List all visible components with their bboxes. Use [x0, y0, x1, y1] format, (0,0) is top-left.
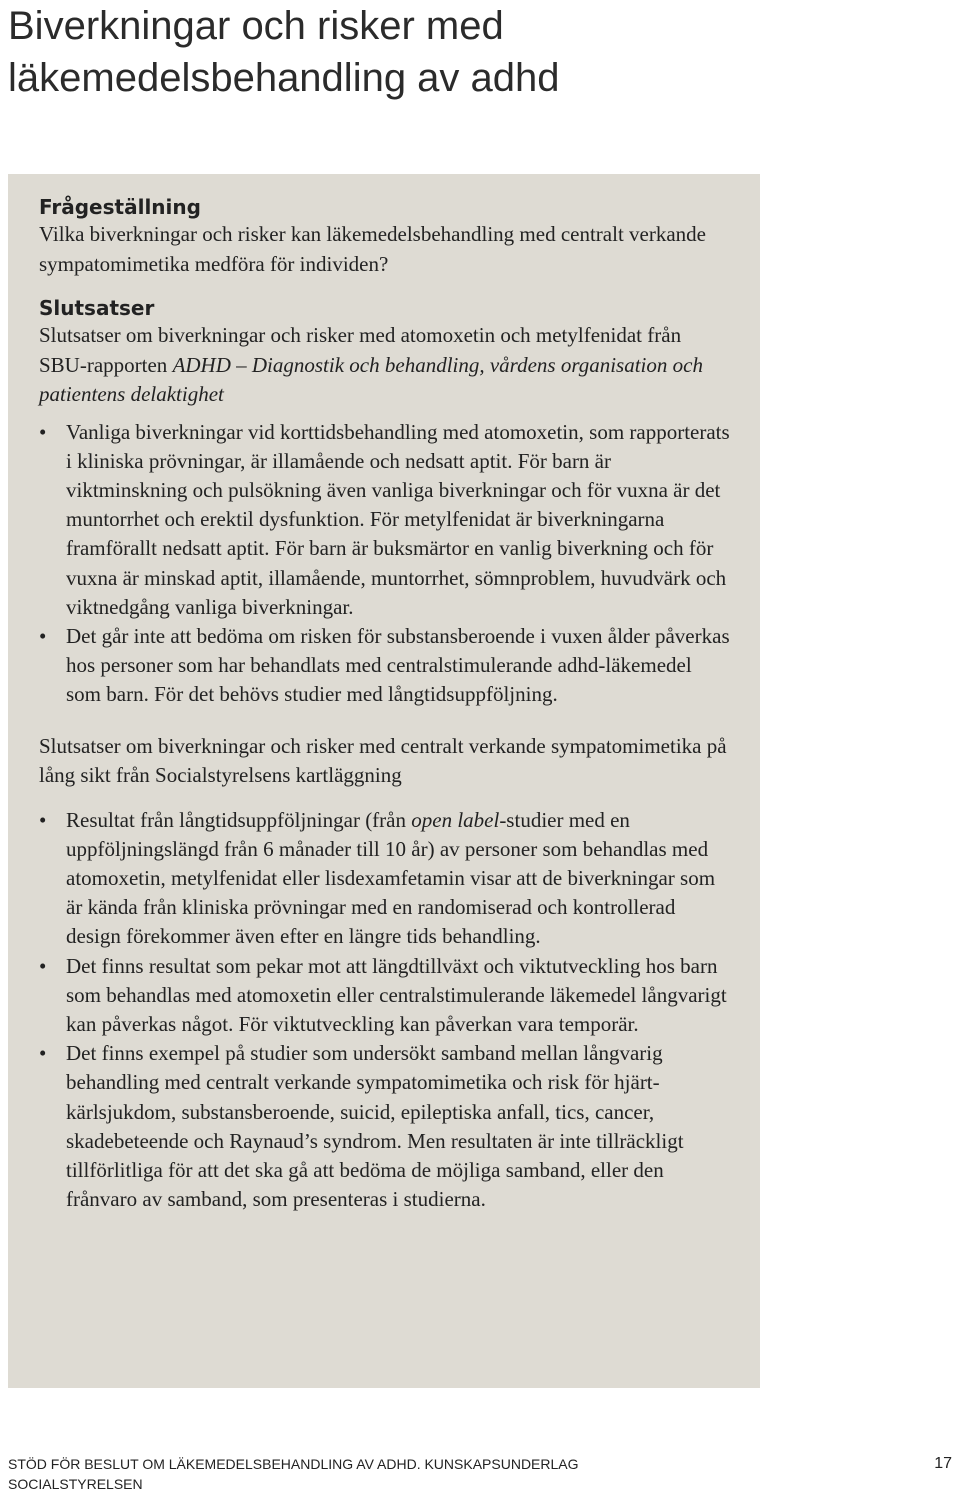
list-item: [39, 418, 730, 622]
page-footer: [8, 1454, 952, 1494]
list-item-text-cont: -studier med en uppföljningslängd från 6 månader till 10 år) av personer som behandlas med atomoxetin, metylfenidat eller lisdexamfetamin visar att de biverkningar som är kända från kliniska prövningar med en randomiserad och kontrollerad design förekommer även efter en längre tids behandling.: [66, 807, 716, 949]
list-item: [39, 952, 730, 1040]
bullet-icon: •: [39, 419, 47, 444]
list-item: [39, 622, 730, 710]
bullet-icon: •: [39, 953, 47, 978]
list-item-text: Det finns exempel på studier som undersökt samband mellan långvarig behandling med centralt verkande sympatomimetika och risk för hjärt-kärlsjukdom, substansberoende, suicid, epileptiska anfall, tics, cancer, skadebeteende och Raynaud’s syndrom. Men resultaten är inte tillräckligt tillförlitliga för att det ska gå att bedöma de möjliga samband, eller den frånvaro av samband, som presenteras i studierna.: [66, 1041, 684, 1212]
bullet-icon: •: [39, 807, 47, 832]
list-item-text: Det finns resultat som pekar mot att längdtillväxt och viktutveckling hos barn som behandlas med atomoxetin eller centralstimulerande läkemedel långvarigt kan påverkas något. För viktutveckling kan påverkan vara temporär.: [66, 953, 727, 1036]
report-title: ADHD – Diagnostik och behandling, vårdens organisation och patientens delaktighet: [39, 352, 703, 406]
bullet-icon: •: [39, 623, 47, 648]
list-item: [39, 1039, 730, 1214]
second-conclusions-intro: Slutsatser om biverkningar och risker med centralt verkande sympatomimetika på lång sikt från Socialstyrelsens kartläggning: [39, 733, 727, 788]
bullet-list-mapping: [39, 806, 730, 1215]
title-line-2: läkemedelsbehandling av adhd: [8, 56, 560, 100]
conclusions-intro: [39, 321, 730, 410]
summary-box: [8, 174, 760, 1388]
bullet-list-sbu: [39, 418, 730, 710]
list-item-text: Det går inte att bedöma om risken för substansberoende i vuxen ålder påverkas hos personer som har behandlats med centralstimulerande adhd-läkemedel som barn. För det behövs studier med långtidsuppföljning.: [66, 623, 730, 707]
open-label-term: open label: [411, 807, 500, 832]
bullet-icon: •: [39, 1041, 47, 1066]
page-title: [8, 0, 948, 104]
footer-publisher: SOCIALSTYRELSEN: [8, 1476, 143, 1492]
question-text: Vilka biverkningar och risker kan läkemedelsbehandling med centralt verkande sympatomimetika medföra för individen?: [39, 222, 706, 276]
footer-publication-title: STÖD FÖR BESLUT OM LÄKEMEDELSBEHANDLING AV ADHD. KUNSKAPSUNDERLAG: [8, 1456, 579, 1472]
page-number: 17: [934, 1455, 952, 1472]
title-line-1: Biverkningar och risker med: [8, 4, 504, 48]
conclusions-heading: Slutsatser: [39, 296, 155, 320]
conclusions-intro-text: Slutsatser om biverkningar och risker med atomoxetin och metylfenidat från SBU-rapporten: [39, 323, 682, 377]
question-heading: Frågeställning: [39, 195, 201, 219]
list-item: [39, 806, 730, 952]
list-item-text: Vanliga biverkningar vid korttidsbehandling med atomoxetin, som rapporterats i kliniska prövningar, är illamående och nedsatt aptit. För barn är viktminskning och pulsökning även vanliga biverkningar och för vuxna är det muntorrhet och erektil dysfunktion. För metylfenidat är biverkningarna framförallt nedsatt aptit. För barn är buksmärtor en vanlig biverkning och för vuxna är minskad aptit, illamående, muntorrhet, sömnproblem, huvudvärk och viktnedgång vanliga biverkningar.: [66, 419, 730, 619]
list-item-text: Resultat från långtidsuppföljningar (från: [66, 807, 412, 832]
